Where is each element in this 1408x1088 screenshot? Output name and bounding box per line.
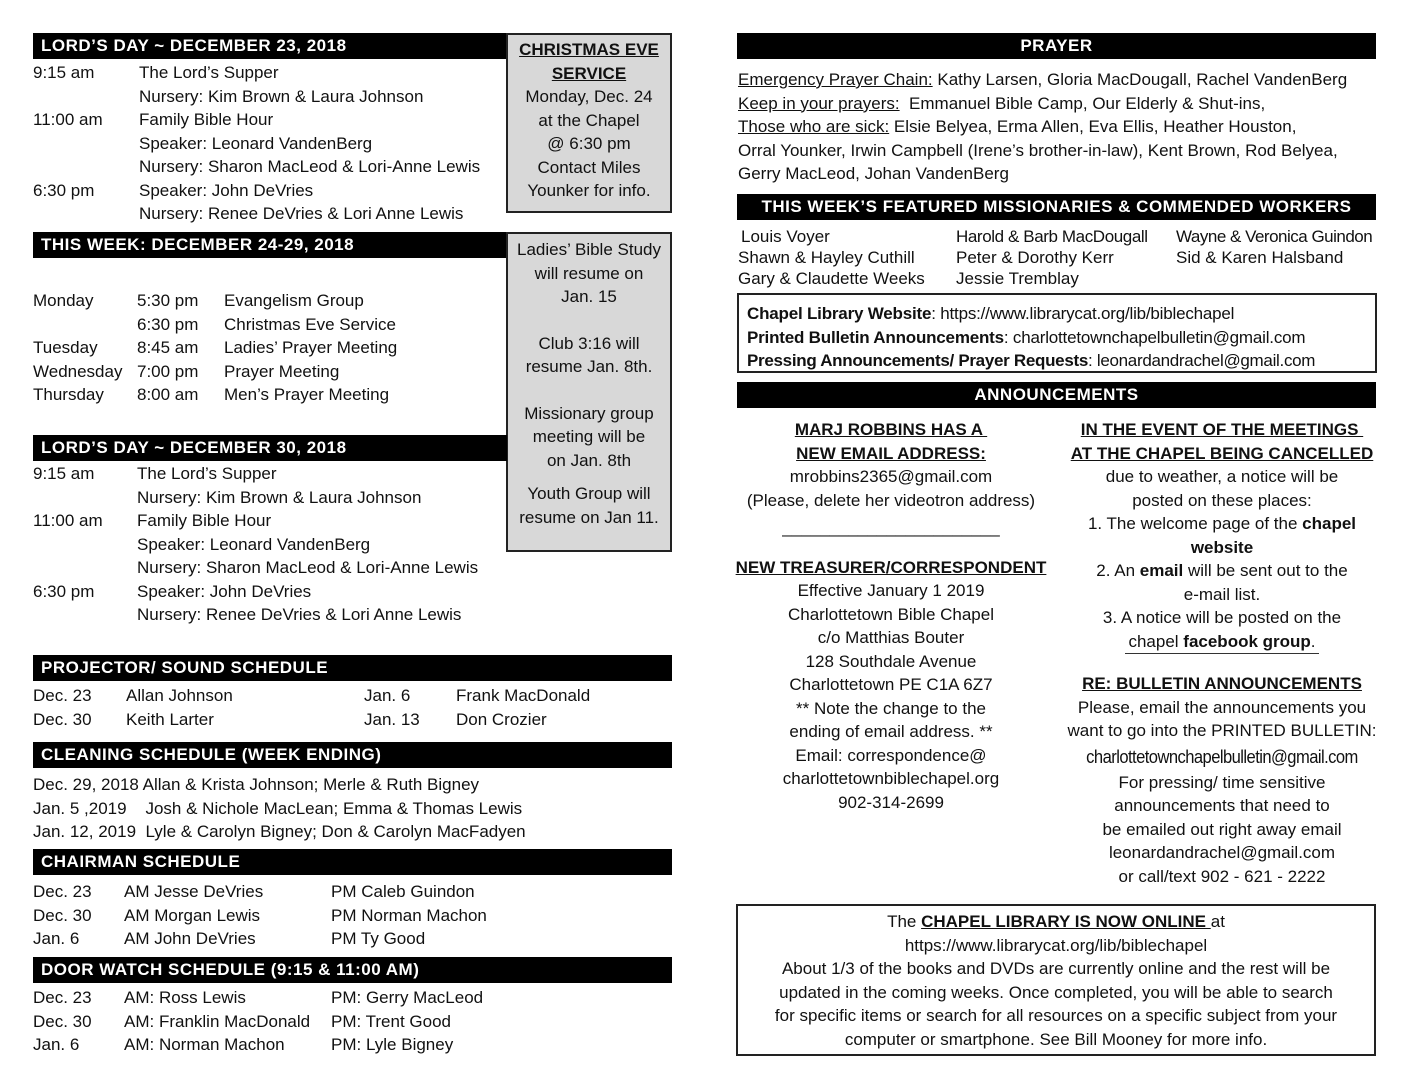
door-watch-heading: DOOR WATCH SCHEDULE (9:15 & 11:00 AM) bbox=[33, 957, 672, 983]
time: 8:00 am bbox=[137, 385, 199, 404]
cancel-item-bold: chapel bbox=[1302, 514, 1357, 533]
date: Jan. 6 bbox=[33, 1035, 80, 1054]
projector-heading: PROJECTOR/ SOUND SCHEDULE bbox=[33, 655, 672, 681]
lords-day-2-heading: LORD’S DAY ~ DECEMBER 30, 2018 bbox=[33, 435, 507, 461]
day: Tuesday bbox=[33, 338, 98, 357]
cancel-item-text: 1. The welcome page of the bbox=[1087, 514, 1303, 533]
sick-line: Gerry MacLeod, Johan VandenBerg bbox=[738, 164, 1009, 183]
event: Speaker: Leonard VandenBerg bbox=[137, 534, 371, 554]
treasurer-title: NEW TREASURER/CORRESPONDENT bbox=[735, 557, 1047, 577]
treasurer-line: 902-314-2699 bbox=[838, 792, 944, 812]
sick-text: Elsie Belyea, Erma Allen, Eva Ellis, Heather Houston, bbox=[889, 117, 1297, 136]
announcements-heading: ANNOUNCEMENTS bbox=[737, 382, 1376, 408]
day: Monday bbox=[33, 291, 94, 310]
date: Jan. 6 bbox=[33, 929, 80, 948]
cancel-intro: due to weather, a notice will be bbox=[1105, 467, 1339, 486]
event: Speaker: John DeVries bbox=[137, 581, 312, 601]
event: Nursery: Sharon MacLeod & Lori-Anne Lewis bbox=[137, 558, 479, 577]
event: Nursery: Renee DeVries & Lori Anne Lewis bbox=[139, 204, 464, 223]
printed-bulletin-label: Printed Bulletin Announcements bbox=[747, 327, 1004, 347]
treasurer-line: Charlottetown Bible Chapel bbox=[787, 604, 994, 624]
lords-day-1-heading: LORD’S DAY ~ DECEMBER 23, 2018 bbox=[33, 33, 507, 59]
notice-line: resume Jan. 8th. bbox=[525, 357, 653, 376]
pressing-announcements-label: Pressing Announcements/ Prayer Requests bbox=[747, 351, 1089, 370]
notice-group bbox=[508, 332, 670, 379]
event: Nursery: Kim Brown & Laura Johnson bbox=[139, 86, 424, 106]
contact-links-box bbox=[737, 293, 1377, 373]
name: Allan Johnson bbox=[126, 686, 233, 705]
pm: PM Norman Machon bbox=[331, 905, 487, 925]
treasurer-line: charlottetownbiblechapel.org bbox=[782, 769, 1000, 788]
treasurer-line: c/o Matthias Bouter bbox=[817, 628, 965, 647]
library-website-label: Chapel Library Website bbox=[747, 304, 932, 323]
pm: PM: Trent Good bbox=[331, 1011, 451, 1031]
event: Speaker: John DeVries bbox=[139, 180, 314, 200]
event: Nursery: Kim Brown & Laura Johnson bbox=[137, 487, 422, 507]
missionary-name: Peter & Dorothy Kerr bbox=[956, 248, 1114, 267]
cancel-item-text: will be sent out to the bbox=[1183, 561, 1348, 580]
event: The Lord’s Supper bbox=[137, 464, 277, 483]
missionary-name: Wayne & Veronica Guindon bbox=[1176, 227, 1373, 246]
missionary-name: Harold & Barb MacDougall bbox=[956, 227, 1148, 246]
bulletin-email[interactable]: charlottetownchapelbulletin@gmail.com bbox=[1086, 746, 1358, 767]
chairman-heading: CHAIRMAN SCHEDULE bbox=[33, 849, 672, 875]
divider-line bbox=[1125, 653, 1319, 654]
am: AM: Norman Machon bbox=[124, 1035, 285, 1054]
event: Christmas Eve Service bbox=[224, 314, 396, 334]
keep-text: Emmanuel Bible Camp, Our Elderly & Shut-ins, bbox=[899, 93, 1266, 113]
event: Prayer Meeting bbox=[224, 361, 340, 381]
cancel-intro: posted on these places: bbox=[1132, 490, 1312, 510]
library-url[interactable]: https://www.librarycat.org/lib/biblechapel bbox=[904, 935, 1208, 955]
bulletin-line: be emailed out right away email bbox=[1102, 819, 1342, 839]
cancel-item-bold: website bbox=[1190, 537, 1254, 557]
bulletin-line: Please, email the announcements you bbox=[1077, 697, 1367, 717]
notice-group bbox=[508, 238, 670, 309]
resume-notices-box bbox=[506, 232, 672, 552]
notice-line: Youth Group will bbox=[527, 484, 651, 503]
missionary-name: Jessie Tremblay bbox=[956, 269, 1079, 288]
treasurer-line: Effective January 1 2019 bbox=[797, 581, 985, 600]
event: Nursery: Renee DeVries & Lori Anne Lewis bbox=[137, 605, 462, 624]
notice-line: on Jan. 8th bbox=[546, 450, 632, 470]
date: Dec. 23 bbox=[33, 686, 92, 705]
notice-group bbox=[508, 402, 670, 473]
am: AM: Ross Lewis bbox=[124, 988, 246, 1007]
cancel-item-3: 3. A notice will be posted on the bbox=[1102, 608, 1342, 627]
pressing-announcements-email[interactable]: : leonardandrachel@gmail.com bbox=[1088, 351, 1316, 370]
library-title: CHAPEL LIBRARY IS NOW ONLINE bbox=[921, 912, 1211, 931]
marj-title: MARJ ROBBINS HAS A bbox=[794, 420, 988, 439]
christmas-eve-line: Younker for info. bbox=[527, 181, 651, 200]
cleaning-row: Jan. 5 ,2019 Josh & Nichole MacLean; Emma & Thomas Lewis bbox=[33, 798, 523, 818]
event: Ladies’ Prayer Meeting bbox=[224, 338, 398, 357]
this-week-heading: THIS WEEK: DECEMBER 24-29, 2018 bbox=[33, 232, 507, 258]
notice-line: resume on Jan 11. bbox=[519, 507, 659, 527]
cancel-item-text: e-mail list. bbox=[1183, 584, 1261, 604]
christmas-eve-title: CHRISTMAS EVE bbox=[519, 40, 659, 59]
day: Thursday bbox=[33, 385, 104, 404]
notice-line: meeting will be bbox=[532, 427, 646, 446]
missionary-column bbox=[1176, 226, 1372, 268]
notice-line: Jan. 15 bbox=[561, 287, 617, 306]
library-line: updated in the coming weeks. Once completed, you will be able to search bbox=[779, 982, 1333, 1002]
date: Dec. 30 bbox=[33, 1011, 92, 1031]
library-text: The bbox=[887, 912, 922, 931]
notice-group bbox=[508, 482, 670, 529]
event: Men’s Prayer Meeting bbox=[224, 385, 390, 404]
bulletin-line: or call/text 902 - 621 - 2222 bbox=[1118, 866, 1326, 886]
am: AM Jesse DeVries bbox=[124, 882, 264, 901]
marj-title: NEW EMAIL ADDRESS: bbox=[796, 443, 986, 463]
pm: PM: Gerry MacLeod bbox=[331, 988, 484, 1007]
library-headline bbox=[738, 910, 1374, 934]
christmas-eve-title: SERVICE bbox=[551, 63, 627, 83]
library-line: computer or smartphone. See Bill Mooney for more info. bbox=[844, 1029, 1268, 1049]
time: 6:30 pm bbox=[33, 180, 95, 200]
marj-email: mrobbins2365@gmail.com bbox=[789, 467, 993, 486]
pm: PM Caleb Guindon bbox=[331, 882, 475, 901]
missionary-column bbox=[738, 226, 925, 289]
am: AM: Franklin MacDonald bbox=[124, 1011, 311, 1031]
cancel-item-3-line2 bbox=[1062, 630, 1382, 654]
missionary-name: Louis Voyer bbox=[741, 227, 830, 246]
time: 9:15 am bbox=[33, 464, 95, 483]
notice-line: Ladies’ Bible Study bbox=[517, 240, 661, 259]
treasurer-line: Charlottetown PE C1A 6Z7 bbox=[789, 675, 993, 694]
notice-line: Missionary group bbox=[524, 403, 654, 423]
keep-label: Keep in your prayers: bbox=[738, 93, 900, 113]
cleaning-schedule bbox=[33, 773, 526, 844]
treasurer-line: Email: correspondence@ bbox=[795, 745, 987, 765]
library-website-link[interactable]: : https://www.librarycat.org/lib/biblechapel bbox=[931, 304, 1235, 323]
bulletin-title: RE: BULLETIN ANNOUNCEMENTS bbox=[1082, 674, 1362, 693]
cancel-title: AT THE CHAPEL BEING CANCELLED bbox=[1070, 443, 1374, 463]
event: Family Bible Hour bbox=[137, 511, 272, 530]
cleaning-row: Dec. 29, 2018 Allan & Krista Johnson; Merle & Ruth Bigney bbox=[33, 775, 480, 794]
missionary-name: Sid & Karen Halsband bbox=[1176, 248, 1344, 267]
event: The Lord’s Supper bbox=[139, 63, 279, 82]
christmas-eve-box bbox=[506, 33, 672, 213]
emergency-text: Kathy Larsen, Gloria MacDougall, Rachel VandenBerg bbox=[932, 70, 1348, 89]
time: 6:30 pm bbox=[33, 581, 95, 601]
missionary-column bbox=[956, 226, 1148, 289]
date: Dec. 23 bbox=[33, 882, 92, 901]
sick-label: Those who are sick: bbox=[738, 117, 890, 136]
missionaries-heading: THIS WEEK’S FEATURED MISSIONARIES & COMMENDED WORKERS bbox=[737, 194, 1376, 220]
date: Dec. 30 bbox=[33, 905, 92, 925]
cancel-item-bold: facebook group bbox=[1183, 631, 1311, 651]
time: 9:15 am bbox=[33, 63, 95, 82]
library-text: at bbox=[1210, 912, 1225, 931]
cleaning-heading: CLEANING SCHEDULE (WEEK ENDING) bbox=[33, 742, 672, 768]
event: Speaker: Leonard VandenBerg bbox=[139, 133, 373, 153]
date: Jan. 6 bbox=[364, 686, 411, 705]
cancel-item-bold: email bbox=[1139, 561, 1184, 580]
library-line: About 1/3 of the books and DVDs are currently online and the rest will be bbox=[781, 959, 1331, 978]
christmas-eve-line: Contact Miles bbox=[537, 157, 641, 177]
missionary-name: Gary & Claudette Weeks bbox=[738, 269, 925, 288]
printed-bulletin-email[interactable]: : charlottetownchapelbulletin@gmail.com bbox=[1003, 327, 1306, 347]
bulletin-line: announcements that need to bbox=[1114, 796, 1330, 815]
prayer-heading: PRAYER bbox=[737, 33, 1376, 59]
time: 11:00 am bbox=[33, 511, 103, 530]
pm: PM: Lyle Bigney bbox=[331, 1035, 454, 1054]
cancel-item-2 bbox=[1062, 559, 1382, 583]
emergency-label: Emergency Prayer Chain: bbox=[738, 70, 933, 89]
treasurer-line: 128 Southdale Avenue bbox=[805, 651, 977, 671]
time: 11:00 am bbox=[33, 110, 103, 129]
christmas-eve-line: @ 6:30 pm bbox=[547, 134, 631, 153]
treasurer-line: ending of email address. ** bbox=[789, 722, 993, 741]
am: AM Morgan Lewis bbox=[124, 905, 261, 925]
marj-note: (Please, delete her videotron address) bbox=[746, 490, 1036, 510]
bulletin-line: leonardandrachel@gmail.com bbox=[1108, 843, 1336, 862]
date: Jan. 13 bbox=[364, 709, 420, 729]
cancel-title: IN THE EVENT OF THE MEETINGS bbox=[1080, 420, 1364, 439]
cancel-item-text: chapel bbox=[1128, 631, 1184, 651]
time: 7:00 pm bbox=[137, 361, 199, 381]
day: Wednesday bbox=[33, 361, 123, 381]
cleaning-row: Jan. 12, 2019 Lyle & Carolyn Bigney; Don & Carolyn MacFadyen bbox=[33, 822, 526, 841]
bulletin-line: want to go into the PRINTED BULLETIN: bbox=[1067, 721, 1377, 740]
pm: PM Ty Good bbox=[331, 929, 426, 948]
sick-line: Orral Younker, Irwin Campbell (Irene’s brother-in-law), Kent Brown, Rod Belyea, bbox=[738, 140, 1338, 160]
notice-line: Club 3:16 will bbox=[538, 333, 640, 353]
date: Dec. 23 bbox=[33, 988, 92, 1007]
time: 5:30 pm bbox=[137, 291, 199, 310]
cancel-item-text: 2. An bbox=[1096, 561, 1140, 580]
christmas-eve-line: at the Chapel bbox=[538, 110, 640, 130]
bulletin-line: For pressing/ time sensitive bbox=[1118, 772, 1326, 792]
library-line: for specific items or search for all resources on a specific subject from your bbox=[774, 1006, 1338, 1025]
cancel-item-text: . bbox=[1310, 631, 1316, 651]
treasurer-line: ** Note the change to the bbox=[796, 698, 986, 718]
event: Evangelism Group bbox=[224, 291, 364, 310]
announcements-right-column bbox=[1062, 418, 1382, 888]
name: Keith Larter bbox=[126, 709, 214, 729]
library-online-box bbox=[736, 904, 1376, 1056]
name: Don Crozier bbox=[456, 709, 547, 729]
time: 8:45 am bbox=[137, 338, 199, 357]
time: 6:30 pm bbox=[137, 314, 199, 334]
am: AM John DeVries bbox=[124, 929, 256, 948]
event: Nursery: Sharon MacLeod & Lori-Anne Lewis bbox=[139, 157, 481, 176]
event: Family Bible Hour bbox=[139, 110, 274, 129]
prayer-section bbox=[738, 68, 1378, 186]
missionary-name: Shawn & Hayley Cuthill bbox=[738, 248, 915, 267]
name: Frank MacDonald bbox=[456, 686, 591, 705]
cancel-item-1 bbox=[1062, 512, 1382, 536]
divider: _______________________ bbox=[782, 518, 1000, 537]
notice-line: will resume on bbox=[534, 263, 644, 283]
date: Dec. 30 bbox=[33, 709, 92, 729]
christmas-eve-line: Monday, Dec. 24 bbox=[525, 87, 653, 106]
announcements-left-column bbox=[732, 418, 1050, 814]
